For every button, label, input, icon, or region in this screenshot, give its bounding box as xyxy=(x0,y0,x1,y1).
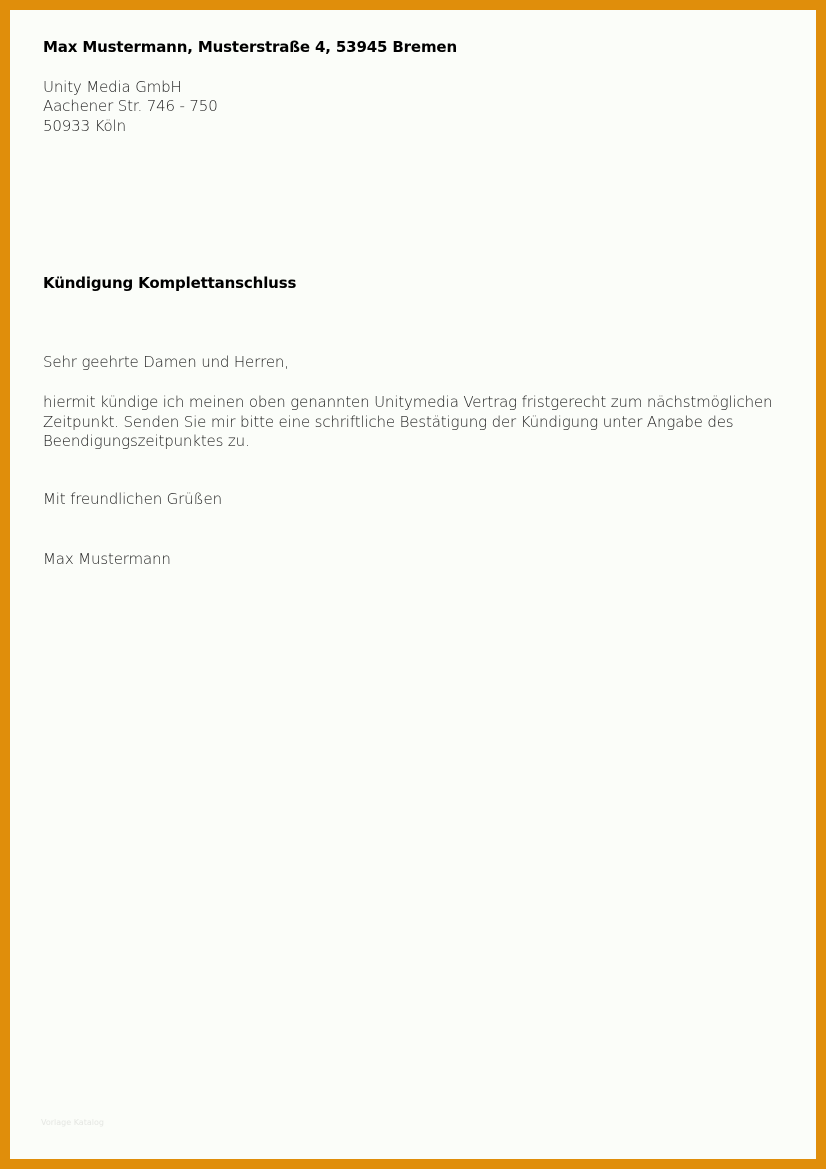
letter-subject: Kündigung Komplettanschluss xyxy=(43,274,297,292)
sender-address-line: Max Mustermann, Musterstraße 4, 53945 Bremen xyxy=(43,38,457,56)
letter-page xyxy=(43,38,783,568)
salutation: Sehr geehrte Damen und Herren, xyxy=(43,353,289,371)
recipient-name: Unity Media GmbH xyxy=(43,77,182,96)
recipient-address xyxy=(43,78,783,137)
recipient-city: 50933 Köln xyxy=(43,116,126,135)
closing-phrase: Mit freundlichen Grüßen xyxy=(43,490,222,508)
watermark: Vorlage Katalog xyxy=(41,1118,104,1127)
signature-name: Max Mustermann xyxy=(43,550,171,568)
letter-body: hiermit kündige ich meinen oben genannten Unitymedia Vertrag fristgerecht zum nächstmöglichen Zeitpunkt. Senden Sie mir bitte eine schriftliche Bestätigung der Kündigung unter Angabe des Beendigungszeitpunktes zu. xyxy=(43,393,773,451)
recipient-street: Aachener Str. 746 - 750 xyxy=(43,97,218,116)
